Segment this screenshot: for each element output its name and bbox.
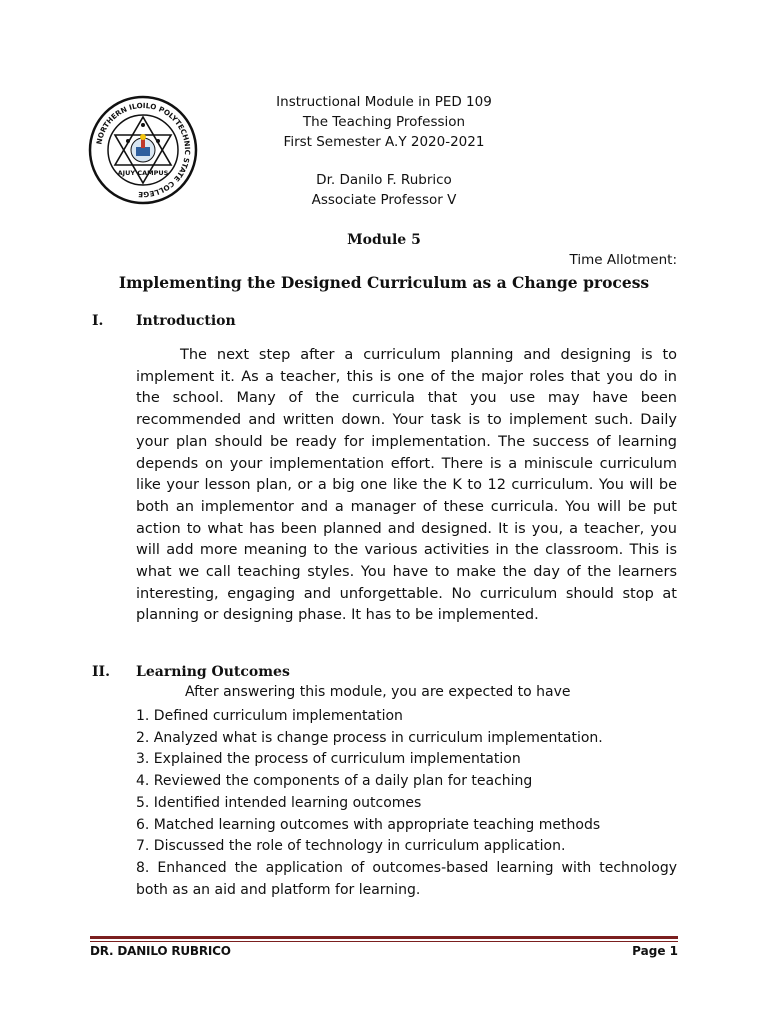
page-title: Implementing the Designed Curriculum as a Change process bbox=[118, 273, 650, 292]
introduction-paragraph: The next step after a curriculum planning and designing is to implement it. As a teacher, this is one of the major roles that you do in the school. Many of the curricula that you use may have been recommended and written down. Your task is to implement such. Daily your plan should be ready for implementation. The success of learning depends on your implementation effort. There is a miniscule curriculum like your lesson plan, or a big one like the K to 12 curriculum. You will be both an implementor and a manager of these curricula. You will be put action to what has been planned and designed. It is you, a teacher, you will add more meaning to the various activities in the classroom. This is what we call teaching styles. You have to make the day of the learners interesting, engaging and unforgettable. No curriculum should stop at planning or designing phase. It has to be implemented. bbox=[136, 347, 677, 624]
section-title: Learning Outcomes bbox=[136, 664, 290, 680]
footer-divider-thin bbox=[90, 941, 678, 942]
section-title: Introduction bbox=[136, 313, 236, 329]
logo-ring-text: NORTHERN ILOILO POLYTECHNIC STATE COLLEGE bbox=[94, 100, 193, 200]
section-introduction-heading bbox=[92, 313, 236, 329]
header-position: Associate Professor V bbox=[311, 192, 457, 208]
header-line-subject: The Teaching Profession bbox=[302, 114, 466, 130]
outcomes-list bbox=[136, 706, 677, 901]
list-item: 8. Enhanced the application of outcomes-based learning with technology both as an aid and platform for learning. bbox=[136, 859, 677, 898]
footer-author: DR. DANILO RUBRICO bbox=[90, 944, 231, 958]
list-item: 3. Explained the process of curriculum implementation bbox=[136, 751, 521, 768]
list-item: 4. Reviewed the components of a daily plan for teaching bbox=[136, 773, 533, 790]
list-item: 2. Analyzed what is change process in curriculum implementation. bbox=[136, 729, 603, 746]
page-number: Page 1 bbox=[632, 944, 678, 958]
section-outcomes-heading bbox=[92, 664, 290, 680]
time-allotment: Time Allotment: bbox=[569, 252, 677, 268]
section-number: I. bbox=[92, 313, 104, 329]
header-author: Dr. Danilo F. Rubrico bbox=[316, 172, 452, 188]
module-label: Module 5 bbox=[347, 232, 421, 248]
logo-campus-text: AJUY CAMPUS bbox=[117, 169, 169, 177]
section-number: II. bbox=[92, 664, 110, 680]
footer-divider bbox=[90, 936, 678, 939]
outcomes-lead: After answering this module, you are expected to have bbox=[185, 684, 571, 700]
list-item: 6. Matched learning outcomes with appropriate teaching methods bbox=[136, 816, 601, 833]
college-seal-logo bbox=[88, 95, 198, 205]
header-line-course: Instructional Module in PED 109 bbox=[276, 94, 492, 110]
list-item: 7. Discussed the role of technology in curriculum application. bbox=[136, 838, 566, 855]
list-item: 1. Defined curriculum implementation bbox=[136, 708, 403, 724]
list-item: 5. Identified intended learning outcomes bbox=[136, 794, 422, 811]
module-header bbox=[200, 92, 568, 210]
header-line-semester: First Semester A.Y 2020-2021 bbox=[283, 134, 485, 150]
